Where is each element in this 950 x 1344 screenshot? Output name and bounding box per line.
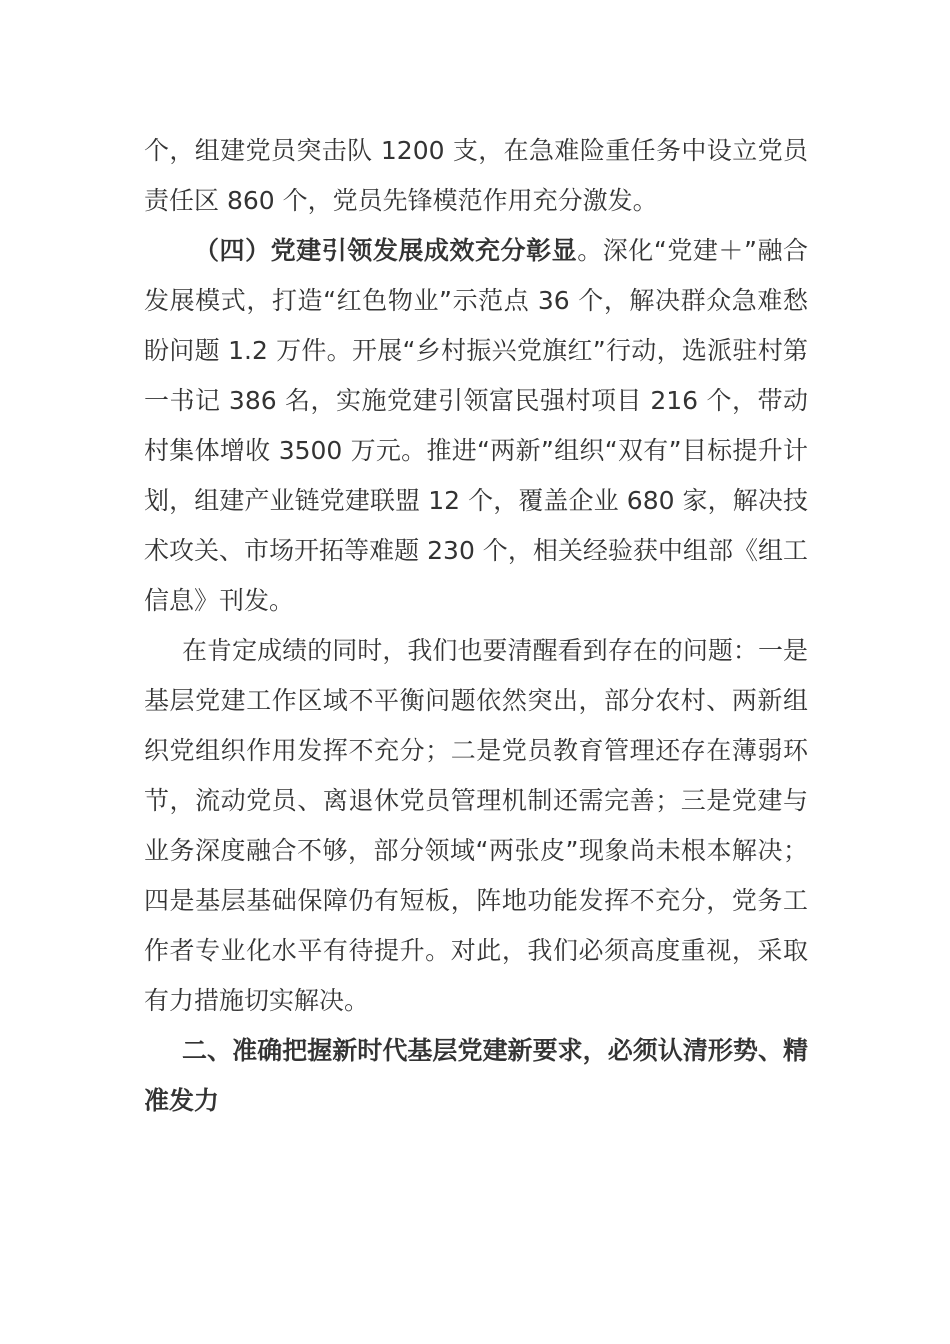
document-body [144,126,808,1126]
paragraph-section-four [144,226,808,626]
paragraph-continuation: 个，组建党员突击队 1200 支，在急难险重任务中设立党员责任区 860 个，党员先锋模范作用充分激发。 [144,136,808,215]
paragraph-problems: 在肯定成绩的同时，我们也要清醒看到存在的问题：一是基层党建工作区域不平衡问题依然突出，部分农村、两新组织党组织作用发挥不充分；二是党员教育管理还存在薄弱环节，流动党员、离退休党员管理机制还需完善；三是党建与业务深度融合不够，部分领域“两张皮”现象尚未根本解决；四是基层基础保障仍有短板，阵地功能发挥不充分，党务工作者专业化水平有待提升。对此，我们必须高度重视，采取有力措施切实解决。 [144,636,808,1015]
section-two-heading: 二、准确把握新时代基层党建新要求，必须认清形势、精准发力 [144,1036,808,1115]
section-four-text: 。深化“党建＋”融合发展模式，打造“红色物业”示范点 36 个，解决群众急难愁盼问题 1.2 万件。开展“乡村振兴党旗红”行动，选派驻村第一书记 386 名，实施党建引领富民强村项目 216 个，带动村集体增收 3500 万元。推进“两新”组织“双有”目标提升计划，组建产业链党建联盟 12 个，覆盖企业 680 家，解决技术攻关、市场开拓等难题 230 个，相关经验获中组部《组工信息》刊发。 [144,236,808,615]
section-four-lead: （四）党建引领发展成效充分彰显 [194,236,578,265]
